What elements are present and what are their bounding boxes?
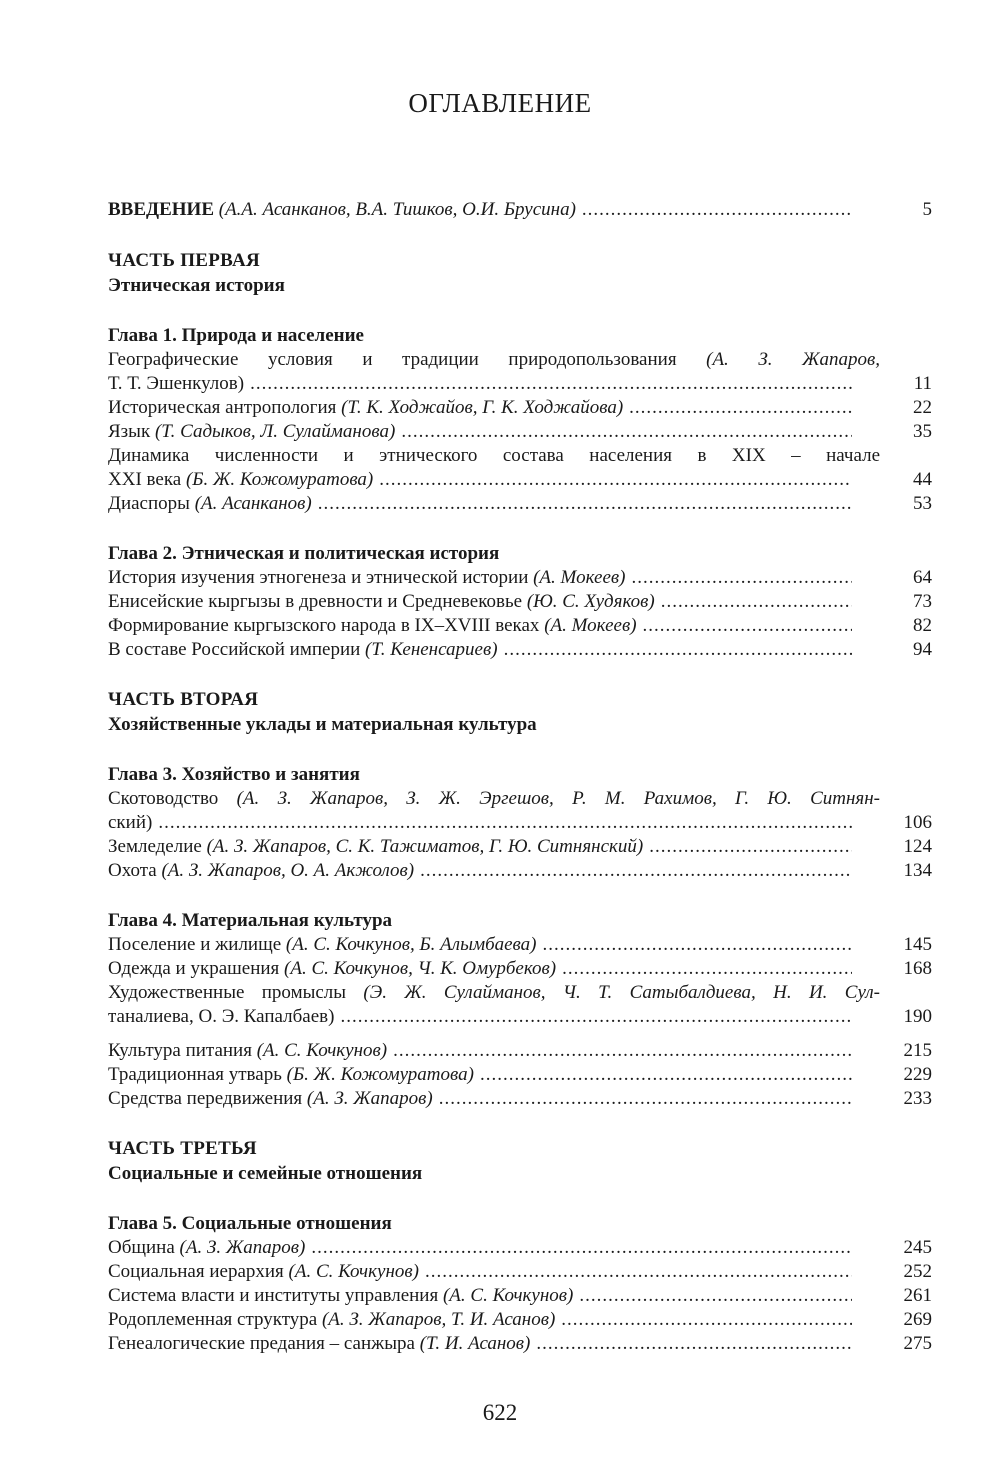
page-ref: 53 bbox=[913, 493, 932, 514]
toc-entry-text: Социальная иерархия (А. С. Кочкунов) bbox=[108, 1261, 419, 1282]
toc-entry-line bbox=[108, 1284, 932, 1308]
toc-entry bbox=[108, 957, 932, 981]
toc-entry bbox=[108, 420, 932, 444]
page-ref: 94 bbox=[913, 639, 932, 660]
toc-entry-text: История изучения этногенеза и этнической истории (А. Мокеев) bbox=[108, 567, 626, 588]
chapter-heading: Глава 5. Социальные отношения bbox=[108, 1213, 392, 1234]
table-of-contents bbox=[108, 199, 932, 1356]
toc-entry bbox=[108, 1260, 932, 1284]
toc-entry-text: Формирование кыргызского народа в IX–XVIII веках (А. Мокеев) bbox=[108, 615, 637, 636]
toc-entry-text: Система власти и институты управления (А. С. Кочкунов) bbox=[108, 1285, 574, 1306]
toc-entry-line bbox=[108, 1332, 932, 1356]
toc-entry-first-line: Географические условия и традиции природопользования (А. З. Жапаров, bbox=[108, 349, 880, 370]
page-ref: 269 bbox=[903, 1309, 932, 1330]
leader-dots bbox=[379, 468, 852, 492]
page-ref: 124 bbox=[903, 836, 932, 857]
page-ref: 233 bbox=[903, 1088, 932, 1109]
leader-dots bbox=[579, 1284, 852, 1308]
toc-entry-text: Традиционная утварь (Б. Ж. Кожомуратова) bbox=[108, 1064, 474, 1085]
toc-entry-line bbox=[108, 590, 932, 614]
toc-entry-text: В составе Российской империи (Т. Кененсариев) bbox=[108, 639, 498, 660]
toc-entry-text: Диаспоры (А. Асанканов) bbox=[108, 493, 312, 514]
page-ref: 168 bbox=[903, 958, 932, 979]
toc-entry-line bbox=[108, 1039, 932, 1063]
leader-dots bbox=[480, 1063, 852, 1087]
page-ref: 82 bbox=[913, 615, 932, 636]
page-ref: 261 bbox=[903, 1285, 932, 1306]
toc-entry-line bbox=[108, 1260, 932, 1284]
toc-entry-introduction bbox=[108, 199, 932, 223]
leader-dots bbox=[401, 420, 852, 444]
page-ref: 73 bbox=[913, 591, 932, 612]
leader-dots bbox=[649, 835, 852, 859]
chapter-heading: Глава 2. Этническая и политическая история bbox=[108, 543, 500, 564]
part-subtitle: Социальные и семейные отношения bbox=[108, 1163, 423, 1184]
page-ref: 215 bbox=[903, 1040, 932, 1061]
toc-entry bbox=[108, 1332, 932, 1356]
toc-entry-line bbox=[108, 492, 932, 516]
toc-entry-line bbox=[108, 468, 932, 492]
toc-entry-line bbox=[108, 1063, 932, 1087]
toc-entry-line bbox=[108, 835, 932, 859]
leader-dots bbox=[439, 1087, 852, 1111]
toc-entry-text: Средства передвижения (А. З. Жапаров) bbox=[108, 1088, 433, 1109]
toc-entry bbox=[108, 1039, 932, 1063]
page-ref: 35 bbox=[913, 421, 932, 442]
toc-entry-line bbox=[108, 811, 932, 835]
toc-entry-line bbox=[108, 1308, 932, 1332]
page-ref: 145 bbox=[903, 934, 932, 955]
page-number: 622 bbox=[482, 1400, 518, 1425]
page-ref: 5 bbox=[922, 199, 932, 220]
toc-entry-text: таналиева, О. Э. Капалбаев) bbox=[108, 1006, 335, 1027]
leader-dots bbox=[420, 859, 852, 883]
leader-dots bbox=[340, 1005, 852, 1029]
toc-entry bbox=[108, 1308, 932, 1332]
chapter-heading: Глава 1. Природа и население bbox=[108, 325, 364, 346]
chapter-heading: Глава 4. Материальная культура bbox=[108, 910, 393, 931]
toc-entry bbox=[108, 787, 932, 835]
toc-entry bbox=[108, 933, 932, 957]
toc-entry bbox=[108, 1236, 932, 1260]
page-title: ОГЛАВЛЕНИЕ bbox=[408, 88, 592, 118]
toc-entry-text: Т. Т. Эшенкулов) bbox=[108, 373, 245, 394]
leader-dots bbox=[393, 1039, 852, 1063]
leader-dots bbox=[643, 614, 852, 638]
leader-dots bbox=[543, 933, 853, 957]
page-ref: 134 bbox=[903, 860, 932, 881]
toc-entry-first-line: Художественные промыслы (Э. Ж. Сулайманов, Ч. Т. Сатыбалдиева, Н. И. Сул- bbox=[108, 982, 880, 1003]
toc-entry-line bbox=[108, 957, 932, 981]
toc-entry bbox=[108, 492, 932, 516]
toc-entry-line bbox=[108, 614, 932, 638]
toc-entry bbox=[108, 1087, 932, 1111]
toc-entry-text: Охота (А. З. Жапаров, О. А. Акжолов) bbox=[108, 860, 415, 881]
toc-entry-line bbox=[108, 638, 932, 662]
leader-dots bbox=[561, 1308, 852, 1332]
leader-dots bbox=[311, 1236, 852, 1260]
toc-entry bbox=[108, 1284, 932, 1308]
part-subtitle: Этническая история bbox=[108, 275, 285, 296]
page-ref: 11 bbox=[913, 373, 932, 394]
toc-entry-line bbox=[108, 1236, 932, 1260]
toc-entry bbox=[108, 638, 932, 662]
toc-entry-line bbox=[108, 859, 932, 883]
toc-entry bbox=[108, 396, 932, 420]
page-ref: 275 bbox=[903, 1333, 932, 1354]
toc-entry-text: Культура питания (А. С. Кочкунов) bbox=[108, 1040, 388, 1061]
toc-entry-text: Одежда и украшения (А. С. Кочкунов, Ч. К. Омурбеков) bbox=[108, 958, 557, 979]
leader-dots bbox=[504, 638, 852, 662]
toc-entry bbox=[108, 835, 932, 859]
leader-dots bbox=[158, 811, 852, 835]
page-ref: 64 bbox=[913, 567, 932, 588]
toc-entry-line bbox=[108, 420, 932, 444]
toc-entry-text: Генеалогические предания – санжыра (Т. И. Асанов) bbox=[108, 1333, 531, 1354]
toc-entry-line bbox=[108, 566, 932, 590]
toc-entry bbox=[108, 590, 932, 614]
leader-dots bbox=[582, 199, 852, 221]
toc-entry-text: Историческая антропология (Т. К. Ходжайов, Г. К. Ходжайова) bbox=[108, 397, 624, 418]
toc-entry-line bbox=[108, 1087, 932, 1111]
part-label: ЧАСТЬ ПЕРВАЯ bbox=[108, 250, 261, 271]
leader-dots bbox=[631, 566, 852, 590]
spacer bbox=[108, 1029, 932, 1039]
toc-entry-text: Язык (Т. Садыков, Л. Сулайманова) bbox=[108, 421, 396, 442]
toc-entry bbox=[108, 1063, 932, 1087]
toc-entry-text: Родоплеменная структура (А. З. Жапаров, Т. И. Асанов) bbox=[108, 1309, 556, 1330]
page-ref: 190 bbox=[903, 1006, 932, 1027]
toc-entry-text: Община (А. З. Жапаров) bbox=[108, 1237, 306, 1258]
introduction-label: ВВЕДЕНИЕ bbox=[108, 199, 214, 220]
page-ref: 22 bbox=[913, 397, 932, 418]
leader-dots bbox=[536, 1332, 852, 1356]
toc-entry bbox=[108, 444, 932, 492]
toc-entry-text: Енисейские кыргызы в древности и Средневековье (Ю. С. Худяков) bbox=[108, 591, 655, 612]
toc-entry-line bbox=[108, 933, 932, 957]
toc-entry bbox=[108, 614, 932, 638]
toc-entry-first-line: Скотоводство (А. З. Жапаров, З. Ж. Эргешов, Р. М. Рахимов, Г. Ю. Ситнян- bbox=[108, 788, 881, 809]
part-label: ЧАСТЬ ВТОРАЯ bbox=[108, 689, 259, 710]
part-subtitle: Хозяйственные уклады и материальная культура bbox=[108, 714, 537, 735]
toc-entry bbox=[108, 981, 932, 1029]
page-ref: 106 bbox=[903, 812, 932, 833]
toc-entry bbox=[108, 566, 932, 590]
leader-dots bbox=[250, 372, 852, 396]
leader-dots bbox=[318, 492, 852, 516]
chapter-heading: Глава 3. Хозяйство и занятия bbox=[108, 764, 360, 785]
leader-dots bbox=[661, 590, 852, 614]
toc-entry bbox=[108, 859, 932, 883]
leader-dots bbox=[562, 957, 852, 981]
toc-entry-text: ский) bbox=[108, 812, 153, 833]
introduction-authors: (А.А. Асанканов, В.А. Тишков, О.И. Брусина) bbox=[218, 199, 576, 220]
toc-entry-line bbox=[108, 372, 932, 396]
toc-entry bbox=[108, 348, 932, 396]
page-ref: 44 bbox=[913, 469, 932, 490]
part-label: ЧАСТЬ ТРЕТЬЯ bbox=[108, 1138, 257, 1159]
toc-entry-text: Земледелие (А. З. Жапаров, С. К. Тажиматов, Г. Ю. Ситнянский) bbox=[108, 836, 644, 857]
toc-entry-first-line: Динамика численности и этнического состава населения в XIX – начале bbox=[108, 445, 880, 466]
leader-dots bbox=[629, 396, 852, 420]
leader-dots bbox=[425, 1260, 852, 1284]
page-ref: 245 bbox=[903, 1237, 932, 1258]
toc-entry-text: Поселение и жилище (А. С. Кочкунов, Б. Алымбаева) bbox=[108, 934, 537, 955]
toc-entry-text: XXI века (Б. Ж. Кожомуратова) bbox=[108, 469, 374, 490]
page-ref: 229 bbox=[903, 1064, 932, 1085]
page-ref: 252 bbox=[903, 1261, 932, 1282]
toc-entry-line bbox=[108, 396, 932, 420]
toc-entry-line bbox=[108, 1005, 932, 1029]
